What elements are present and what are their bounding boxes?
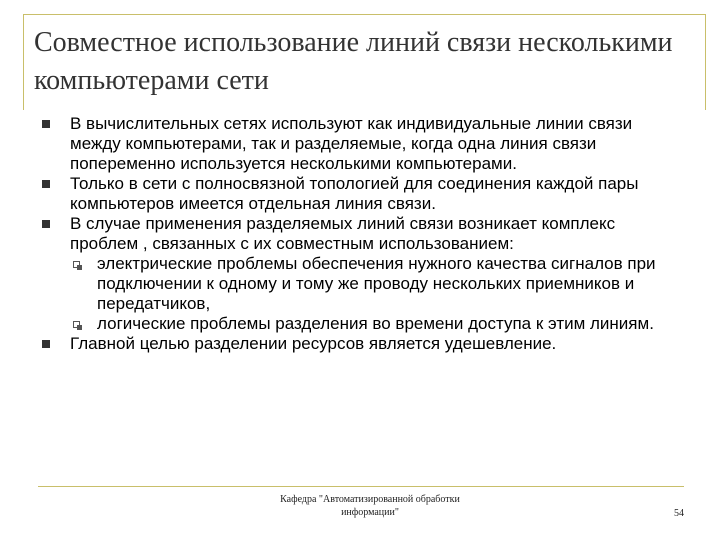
square-bullet-icon [42,180,50,188]
sub-bullet-text: логические проблемы разделения во времени доступа к этим линиям. [97,314,654,333]
bullet-item [42,174,682,214]
sub-bullet-text: электрические проблемы обеспечения нужного качества сигналов при подключении к одному и тому же проводу нескольких приемников и передатчиков, [97,254,656,313]
square-bullet-icon [42,340,50,348]
slide-body [42,114,682,354]
bullet-text: Главной целью разделении ресурсов является удешевление. [70,334,557,353]
sub-bullet-item [70,254,682,314]
bullet-text: В случае применения разделяемых линий связи возникает комплекс проблем , связанных с их совместным использованием: [70,214,616,253]
square-bullet-icon [42,120,50,128]
bullet-text: В вычислительных сетях используют как индивидуальные линии связи между компьютерами, так и разделяемые, когда одна линия связи попеременно используется несколькими компьютерами. [70,114,633,173]
footer-department-line2: информации" [341,507,399,518]
page-number: 54 [674,508,684,519]
square-bullet-icon [42,220,50,228]
title-frame-top-border [23,14,705,15]
bullet-text: Только в сети с полносвязной топологией для соединения каждой пары компьютеров имеется отдельная линия связи. [70,174,639,213]
title-frame-left-border [23,14,24,110]
footer-department [240,493,500,519]
title-frame-right-border [705,14,706,110]
footer-department-line1: Кафедра "Автоматизированной обработки [280,494,460,505]
bullet-item [42,334,682,354]
bullet-item [42,114,682,174]
footer-divider [38,486,684,487]
checkbox-bullet-icon [73,261,80,268]
slide-title: Совместное использование линий связи несколькими компьютерами сети [34,27,673,96]
bullet-item [42,214,682,334]
checkbox-bullet-icon [73,321,80,328]
sub-bullet-item [70,314,682,334]
